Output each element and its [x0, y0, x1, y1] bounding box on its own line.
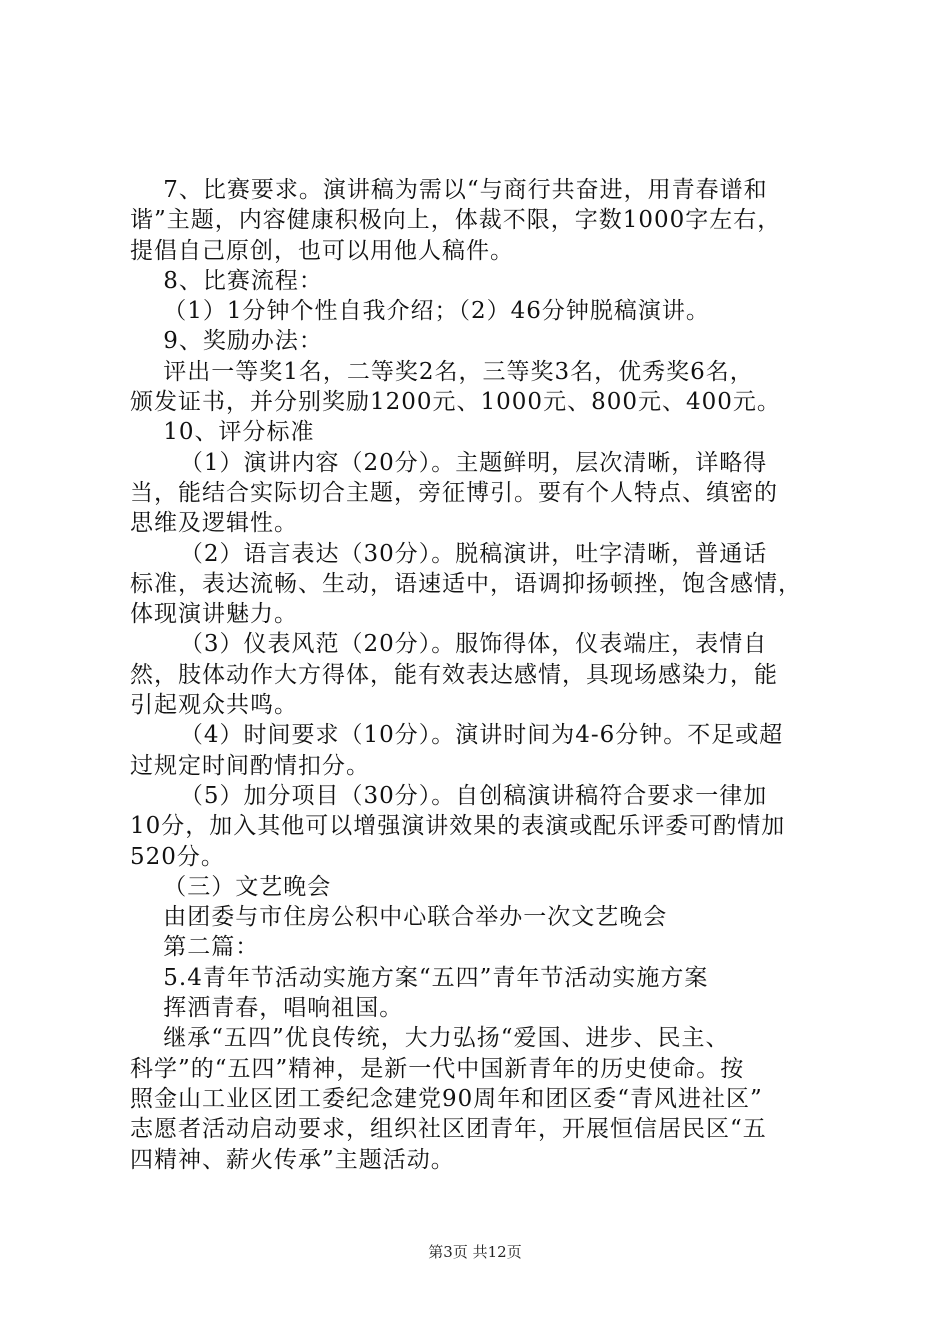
page-footer: 第3页 共12页 — [428, 1243, 522, 1261]
text-line: 提倡自己原创，也可以用他人稿件。 — [130, 237, 514, 264]
text-line: 第二篇： — [130, 934, 260, 961]
text-line: 520分。 — [130, 843, 225, 870]
text-line: 然，肢体动作大方得体，能有效表达感情，具现场感染力，能 — [130, 661, 778, 688]
text-line: 思维及逻辑性。 — [130, 510, 298, 537]
text-line: （1）演讲内容（20分）。主题鲜明，层次清晰，详略得 — [130, 449, 768, 476]
text-line: 9、奖励办法： — [130, 328, 323, 355]
text-line: 继承“五四”优良传统，大力弘扬“爱国、进步、民主、 — [130, 1025, 730, 1052]
text-line: （三）文艺晚会 — [130, 873, 332, 900]
document-body — [130, 175, 842, 1175]
text-line: 志愿者活动启动要求，组织社区团青年，开展恒信居民区“五 — [130, 1116, 767, 1143]
text-line: （3）仪表风范（20分）。服饰得体，仪表端庄，表情自 — [130, 631, 768, 658]
text-line: （4）时间要求（10分）。演讲时间为4-6分钟。不足或超 — [130, 722, 784, 749]
text-line: 过规定时间酌情扣分。 — [130, 752, 370, 779]
text-line: 谐”主题，内容健康积极向上，体裁不限，字数1000字左右， — [130, 207, 782, 234]
text-line: 由团委与市住房公积中心联合举办一次文艺晚会 — [130, 904, 668, 931]
text-line: （5）加分项目（30分）。自创稿演讲稿符合要求一律加 — [130, 782, 768, 809]
text-line: 10、评分标准 — [130, 419, 315, 446]
text-line: 10分，加入其他可以增强演讲效果的表演或配乐评委可酌情加 — [130, 813, 786, 840]
text-line: 7、比赛要求。演讲稿为需以“与商行共奋进，用青春谱和 — [130, 177, 768, 203]
text-line: 8、比赛流程： — [130, 267, 323, 294]
text-line: 科学”的“五四”精神，是新一代中国新青年的历史使命。按 — [130, 1055, 745, 1082]
text-line: 评出一等奖1名，二等奖2名，三等奖3名，优秀奖6名， — [130, 358, 754, 385]
text-line: 当，能结合实际切合主题，旁征博引。要有个人特点、缜密的 — [130, 479, 778, 506]
text-line: 标准，表达流畅、生动，语速适中，语调抑扬顿挫，饱含感情， — [130, 570, 802, 597]
text-line: 挥洒青春，唱响祖国。 — [130, 995, 404, 1022]
text-line: 引起观众共鸣。 — [130, 692, 298, 719]
text-line: （1）1分钟个性自我介绍；（2）46分钟脱稿演讲。 — [130, 298, 710, 325]
text-line: 照金山工业区团工委纪念建党90周年和团区委“青风进社区” — [130, 1085, 763, 1112]
text-line: 5.4青年节活动实施方案“五四”青年节活动实施方案 — [130, 964, 709, 991]
text-line: （2）语言表达（30分）。脱稿演讲，吐字清晰，普通话 — [130, 540, 768, 567]
text-line: 颁发证书，并分别奖励1200元、1000元、800元、400元。 — [130, 389, 781, 416]
text-line: 体现演讲魅力。 — [130, 601, 298, 628]
text-line: 四精神、薪火传承”主题活动。 — [130, 1146, 455, 1173]
